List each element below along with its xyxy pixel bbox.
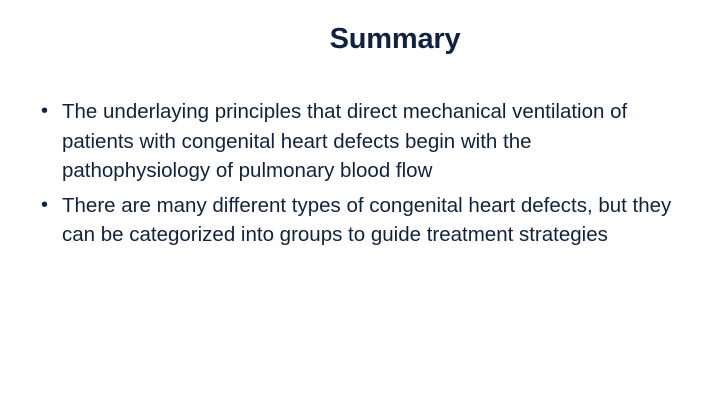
bullet-text: The underlaying principles that direct mechanical ventilation of patients with congenital heart defects begin with the pathophysiology of pulmonary blood flow [62,100,628,182]
bullet-item [40,97,680,186]
bullet-text: There are many different types of congenital heart defects, but they can be categorized into groups to guide treatment strategies [62,193,672,246]
slide-title: Summary [329,23,461,55]
bullet-list [40,97,680,255]
bullet-item [40,191,680,250]
bullet-marker: • [41,193,49,216]
bullet-marker: • [41,100,49,122]
